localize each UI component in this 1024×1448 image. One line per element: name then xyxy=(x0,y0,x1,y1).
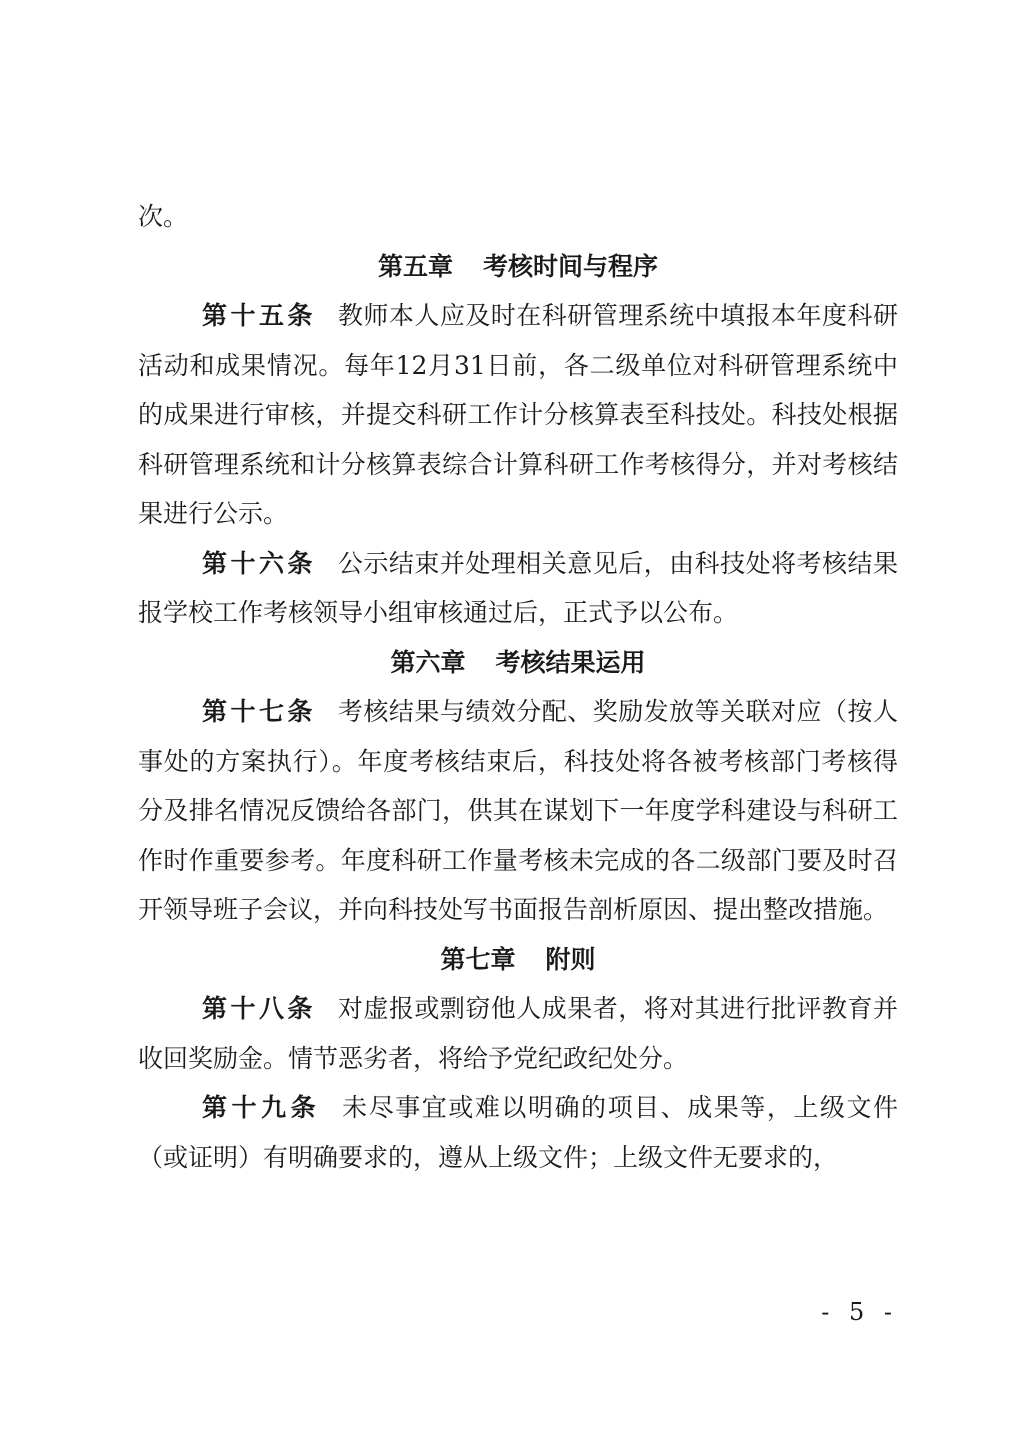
chapter-heading-7 xyxy=(138,935,898,985)
chapter-heading-6 xyxy=(138,638,898,688)
article-text: 未尽事宜或难以明确的项目、成果等，上级文件（或证明）有明确要求的，遵从上级文件；上级文件无要求的， xyxy=(138,1093,898,1172)
chapter-title: 考核时间与程序 xyxy=(483,251,659,281)
article-label: 第十七条 xyxy=(202,697,316,726)
article-17 xyxy=(138,687,898,935)
article-label: 第十八条 xyxy=(202,994,316,1023)
article-text: 教师本人应及时在科研管理系统中填报本年度科研活动和成果情况。每年12月31日前，各二级单位对科研管理系统中的成果进行审核，并提交科研工作计分核算表至科技处。科技处根据科研管理系统和计分核算表综合计算科研工作考核得分，并对考核结果进行公示。 xyxy=(138,301,898,528)
continuation-text: 次。 xyxy=(138,202,189,231)
article-label: 第十五条 xyxy=(202,301,316,330)
article-16 xyxy=(138,539,898,638)
page-number: - 5 - xyxy=(821,1298,898,1326)
chapter-number: 第六章 xyxy=(390,647,466,677)
article-15 xyxy=(138,291,898,539)
chapter-title: 附则 xyxy=(545,944,596,974)
article-label: 第十六条 xyxy=(202,548,316,578)
chapter-number: 第七章 xyxy=(440,944,516,974)
article-label: 第十九条 xyxy=(202,1093,321,1122)
chapter-number: 第五章 xyxy=(377,251,453,281)
document-body xyxy=(138,192,898,1182)
article-18 xyxy=(138,984,898,1083)
article-19 xyxy=(138,1083,898,1182)
article-text: 考核结果与绩效分配、奖励发放等关联对应（按人事处的方案执行）。年度考核结束后，科技处将各被考核部门考核得分及排名情况反馈给各部门，供其在谋划下一年度学科建设与科研工作时作重要参考。年度科研工作量考核未完成的各二级部门要及时召开领导班子会议，并向科技处写书面报告剖析原因、提出整改措施。 xyxy=(138,697,898,924)
article-text: 公示结束并处理相关意见后，由科技处将考核结果报学校工作考核领导小组审核通过后，正式予以公布。 xyxy=(138,548,898,627)
article-text: 对虚报或剽窃他人成果者，将对其进行批评教育并收回奖励金。情节恶劣者，将给予党纪政纪处分。 xyxy=(138,994,898,1073)
chapter-heading-5 xyxy=(138,242,898,292)
chapter-title: 考核结果运用 xyxy=(495,647,646,677)
